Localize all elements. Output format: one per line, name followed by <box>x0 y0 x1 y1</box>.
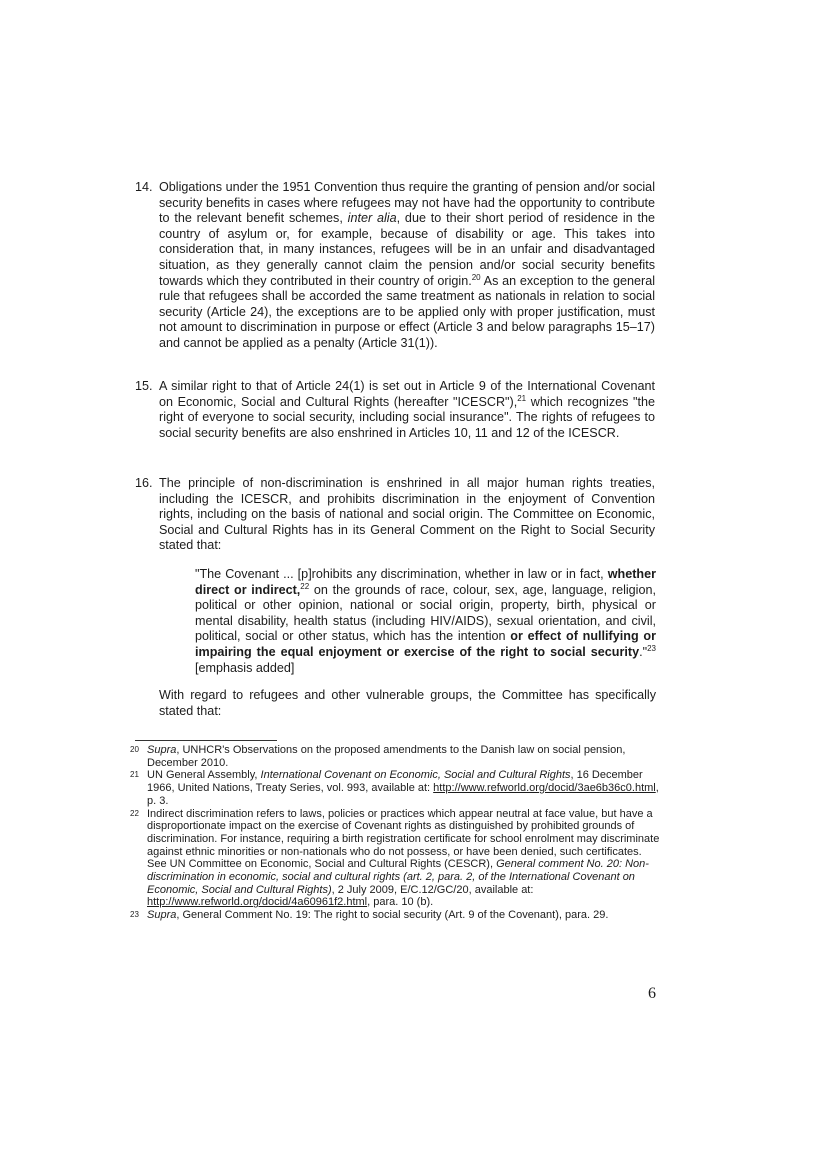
footnote-20 <box>130 744 660 769</box>
text-run: ." <box>639 644 648 659</box>
text-run: , due to their short period of residence in the country of asylum or, for example, because of disability or age. This takes into consideration that, in many instances, refugees will be in an unfair and disadvantaged situation, as they generally cannot claim the pension and/or social security benefits towards which they contributed in their country of origin. <box>159 211 655 288</box>
footnote-22 <box>130 808 660 910</box>
italic-term: International Covenant on Economic, Social and Cultural Rights <box>260 769 571 782</box>
paragraph-number: 14. <box>135 180 153 194</box>
text-run: , p. 3. <box>147 782 659 807</box>
text-run: , General Comment No. 19: The right to social security (Art. 9 of the Covenant), para. 29. <box>176 909 609 922</box>
text-run: As an exception to the general rule that refugees shall be accorded the same treatment as nationals in relation to social security (Article 24), the exceptions are to be applied only with proper justification, must not amount to discrimination in purpose or effect (Article 3 and below paragraphs 15–17) and cannot be applied as a penalty (Article 31(1)). <box>159 273 655 350</box>
paragraph-number: 15. <box>135 379 153 393</box>
block-quote <box>195 567 656 676</box>
footnote-ref[interactable]: 21 <box>517 393 527 403</box>
page-number: 6 <box>648 985 656 1002</box>
text-run: "The Covenant ... [p]rohibits any discrimination, whether in law or in fact, <box>195 567 608 581</box>
emphasis: or effect of nullifying or impairing the equal enjoyment or exercise of the right to social security <box>195 629 657 659</box>
text-run: which recognizes "the right of everyone to social security, including social insurance". The rights of refugees to social security benefits are also enshrined in Articles 10, 11 and 12 of the ICESCR. <box>159 394 655 440</box>
text-run: A similar right to that of Article 24(1) is set out in Article 9 of the International Covenant on Economic, Social and Cultural Rights (hereafter "ICESCR"), <box>159 379 655 409</box>
text-run: UN General Assembly, <box>147 769 261 782</box>
text-run: , 2 July 2009, E/C.12/GC/20, available at: <box>331 883 534 896</box>
paragraph-14 <box>135 180 655 352</box>
refworld-link[interactable]: http://www.refworld.org/docid/3ae6b36c0.html <box>433 782 656 795</box>
refworld-link[interactable]: http://www.refworld.org/docid/4a60961f2.html <box>147 896 368 909</box>
after-quote-text: With regard to refugees and other vulnerable groups, the Committee has specifically stated that: <box>159 688 656 718</box>
footnote-mark: 20 <box>130 745 139 754</box>
text-run: The principle of non-discrimination is enshrined in all major human rights treaties, including the ICESCR, and prohibits discrimination in the enjoyment of Convention rights, including on the basis of national and social origin. The Committee on Economic, Social and Cultural Rights has in its General Comment on the Right to Social Security stated that: <box>159 476 655 553</box>
text-run: Obligations under the 1951 Convention thus require the granting of pension and/or social security benefits in cases where refugees may not have had the opportunity to contribute to the relevant benefit schemes, <box>159 180 655 226</box>
footnote-mark: 23 <box>130 910 139 920</box>
paragraph-body <box>159 379 655 441</box>
footnote-ref[interactable]: 23 <box>647 643 656 653</box>
text-run: , 16 December 1966, United Nations, Treaty Series, vol. 993, available at: <box>147 769 643 795</box>
footnote-separator <box>135 740 277 741</box>
emphasis: whether direct or indirect, <box>195 567 656 597</box>
paragraph-body <box>159 476 655 554</box>
paragraph-body <box>159 180 655 352</box>
text-run: , UNHCR's Observations on the proposed amendments to the Danish law on social pension, December 2010. <box>147 744 626 769</box>
paragraph-15 <box>135 379 655 441</box>
paragraph-16 <box>135 476 655 554</box>
text-run: , para. 10 (b). <box>367 896 434 909</box>
footnote-21 <box>130 769 660 807</box>
footnote-mark: 21 <box>130 770 139 780</box>
footnotes <box>130 744 660 922</box>
italic-term: Supra <box>147 909 177 922</box>
italic-term: General comment No. 20: Non-discrimination in economic, social and cultural rights (art. 2, para. 2, of the International Covenant on Economic, Social and Cultural Rights) <box>147 858 649 896</box>
footnote-ref[interactable]: 22 <box>300 581 310 591</box>
footnote-23 <box>130 909 660 922</box>
text-run: Indirect discrimination refers to laws, policies or practices which appear neutral at face value, but have a disproportionate impact on the exercise of Covenant rights as distinguished by prohibited grounds of discrimination. For instance, requiring a birth registration certificate for school enrolment may discriminate against ethnic minorities or non-nationals who do not possess, or have been denied, such certificates. See UN Committee on Economic, Social and Cultural Rights (CESCR), <box>147 807 660 871</box>
footnote-ref[interactable]: 20 <box>471 272 481 282</box>
italic-term: Supra <box>147 744 177 756</box>
italic-term: inter alia <box>347 211 397 226</box>
footnote-mark: 22 <box>130 808 139 818</box>
text-run: on the grounds of race, colour, sex, age, language, religion, political or other opinion, national or social origin, property, birth, physical or mental disability, health status (including HIV/AIDS), sexual orientation, and civil, political, social or other status, which has the intention <box>195 582 656 644</box>
text-run: [emphasis added] <box>195 660 295 675</box>
paragraph-number: 16. <box>135 476 153 490</box>
